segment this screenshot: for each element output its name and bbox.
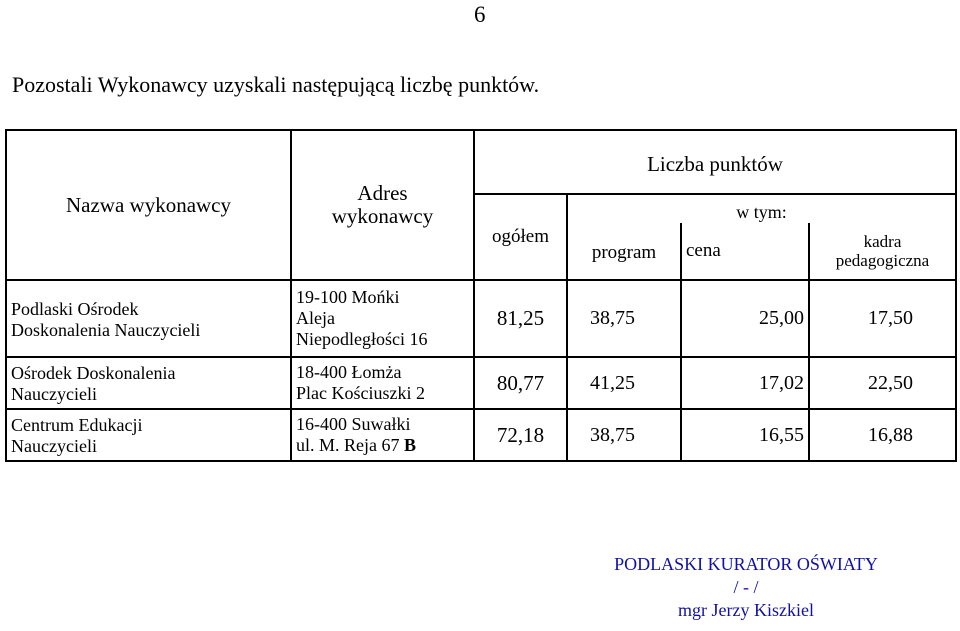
signature-name: mgr Jerzy Kiszkiel: [678, 600, 814, 620]
header-program-text: program: [591, 242, 657, 263]
header-including: [567, 194, 956, 223]
program-points: 38,75: [567, 409, 681, 461]
intro-text: Pozostali Wykonawcy uzyskali następującą liczbę punktów.: [12, 72, 540, 97]
address-line2: Aleja: [296, 308, 335, 328]
address-line3: Niepodległości 16: [296, 329, 428, 349]
header-name-text: Nazwa wykonawcy: [65, 192, 232, 217]
contractor-name: [6, 409, 291, 461]
header-total: [474, 194, 567, 280]
points-table: [5, 129, 957, 462]
address-suffix: B: [404, 435, 417, 455]
contractor-name-line2: Doskonalenia Nauczycieli: [11, 319, 201, 340]
address-line1: 19-100 Mońki: [296, 287, 400, 307]
header-row-1: [6, 130, 956, 194]
contractor-name: [6, 280, 291, 357]
program-points: 38,75: [567, 280, 681, 357]
contractor-name-line1: Centrum Edukacji: [11, 415, 143, 435]
cena-points: 17,02: [681, 357, 809, 409]
contractor-name-line1: Ośrodek Doskonalenia: [11, 363, 176, 383]
header-cena: [681, 223, 809, 280]
header-total-text: ogółem: [492, 226, 549, 247]
program-points: 41,25: [567, 357, 681, 409]
header-kadra: [809, 223, 956, 280]
page-number: 6: [474, 2, 486, 27]
cena-points: 25,00: [681, 280, 809, 357]
header-address-line2: wykonawcy: [331, 204, 434, 228]
signature-title: PODLASKI KURATOR OŚWIATY: [614, 554, 878, 574]
contractor-address: [291, 357, 474, 409]
table-row: [6, 409, 956, 461]
header-kadra-line2: pedagogiczna: [835, 251, 930, 270]
header-including-text: w tym:: [736, 202, 787, 222]
contractor-address: [291, 280, 474, 357]
header-cena-text: cena: [686, 240, 721, 261]
contractor-address: [291, 409, 474, 461]
address-line1: 18-400 Łomża: [296, 362, 402, 382]
kadra-points: 16,88: [809, 409, 956, 461]
table-row: [6, 357, 956, 409]
header-address-line1: Adres: [357, 181, 408, 205]
kadra-points: 17,50: [809, 280, 956, 357]
signature-block: [560, 553, 932, 622]
header-name: [6, 130, 291, 280]
signature-sign: / - /: [733, 577, 759, 597]
total-points: 81,25: [474, 280, 567, 357]
table-row: [6, 280, 956, 357]
header-address: [291, 130, 474, 280]
kadra-points: 22,50: [809, 357, 956, 409]
address-line2: ul. M. Reja 67: [296, 435, 400, 455]
header-kadra-line1: kadra: [863, 232, 902, 251]
header-points-text: Liczba punktów: [647, 151, 783, 176]
contractor-name-line2: Nauczycieli: [11, 436, 97, 456]
address-line1: 16-400 Suwałki: [296, 414, 411, 434]
total-points: 72,18: [474, 409, 567, 461]
header-points: [474, 130, 956, 194]
contractor-name-line1: Podlaski Ośrodek: [11, 298, 139, 319]
contractor-name: [6, 357, 291, 409]
total-points: 80,77: [474, 357, 567, 409]
contractor-name-line2: Nauczycieli: [11, 384, 97, 404]
cena-points: 16,55: [681, 409, 809, 461]
address-line2: Plac Kościuszki 2: [296, 383, 425, 403]
header-program: [567, 223, 681, 280]
